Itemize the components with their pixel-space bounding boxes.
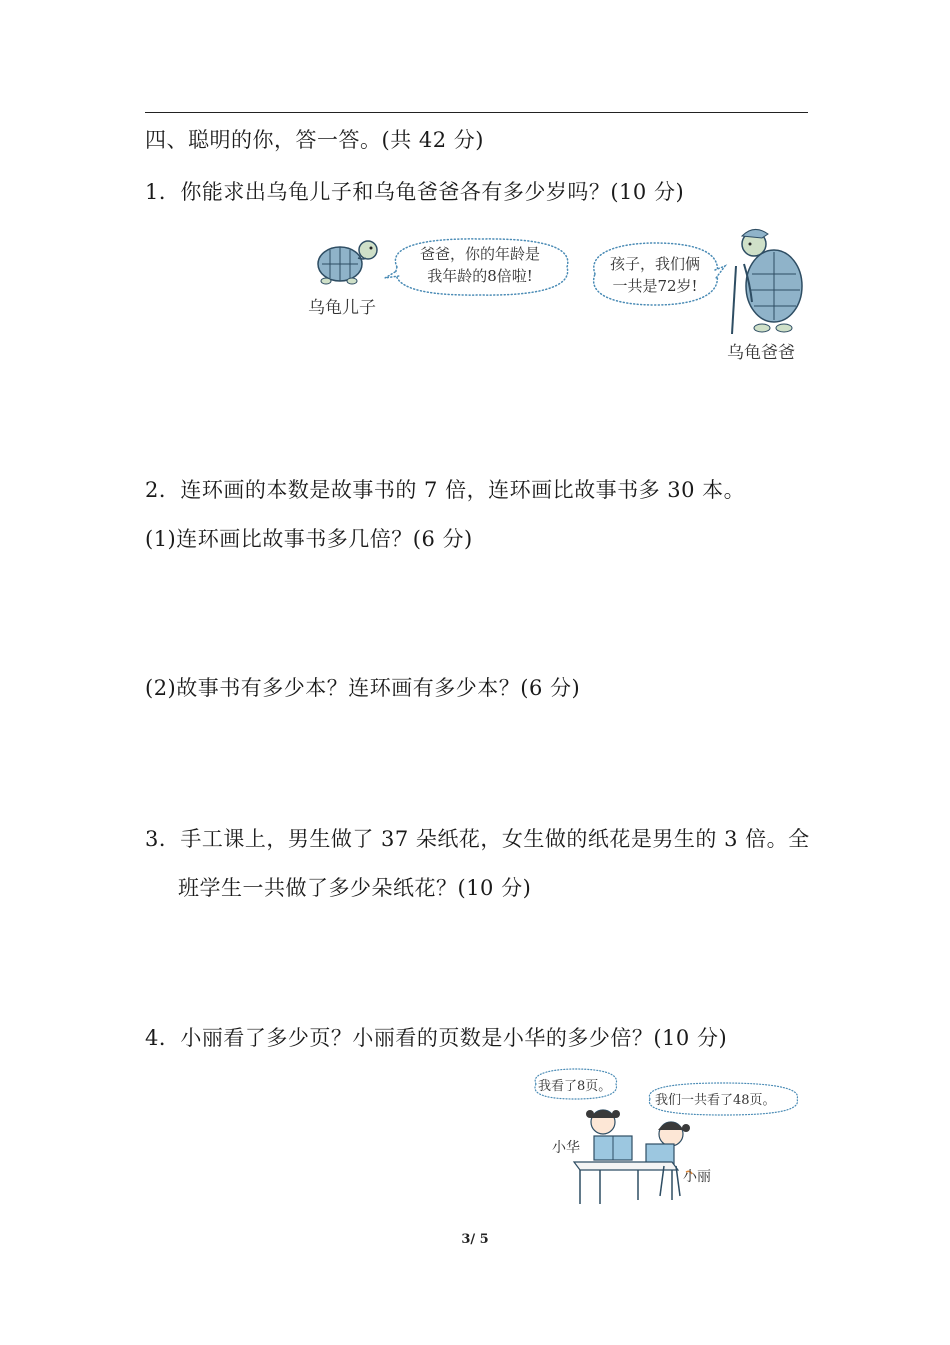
page-number: 3/ 5 [461,1232,489,1247]
dad-speech-bubble [585,253,725,297]
xiaohua-label: 小华 [552,1140,580,1156]
question-4-text: 4．小丽看了多少页？小丽看的页数是小华的多少倍？(10 分) [145,1026,728,1050]
children-reading-illustration [568,1100,718,1208]
turtle-son-label: 乌龟儿子 [308,298,376,318]
son-speech-bubble [385,243,575,287]
header-rule [145,112,808,113]
section-title: 四、聪明的你，答一答。(共 42 分) [145,128,484,152]
xiaoli-label: 小丽 [683,1169,711,1185]
dad-bubble-line-2: 一共是72岁! [612,277,698,295]
turtle-dad-label: 乌龟爸爸 [727,343,795,363]
question-3-line-2: 班学生一共做了多少朵纸花？(10 分) [178,876,532,900]
turtle-son-illustration [308,236,388,288]
question-3-line-1: 3．手工课上，男生做了 37 朵纸花，女生做的纸花是男生的 3 倍。全 [145,827,810,851]
son-bubble-line-2: 我年龄的8倍啦! [427,267,533,285]
question-2-part-1: (1)连环画比故事书多几倍？(6 分) [145,527,473,551]
xiaohua-speech-bubble: 我看了8页。 [538,1079,612,1094]
son-bubble-line-1: 爸爸，你的年龄是 [419,245,540,263]
question-1-text: 1．你能求出乌龟儿子和乌龟爸爸各有多少岁吗？(10 分) [145,180,685,204]
question-2-part-2: (2)故事书有多少本？连环画有多少本？(6 分) [145,676,581,700]
dad-bubble-line-1: 孩子，我们俩 [609,255,700,273]
xiaoli-speech-bubble: 我们一共看了48页。 [655,1093,776,1108]
turtle-dad-illustration [722,224,810,336]
question-2-text: 2．连环画的本数是故事书的 7 倍，连环画比故事书多 30 本。 [145,478,746,502]
